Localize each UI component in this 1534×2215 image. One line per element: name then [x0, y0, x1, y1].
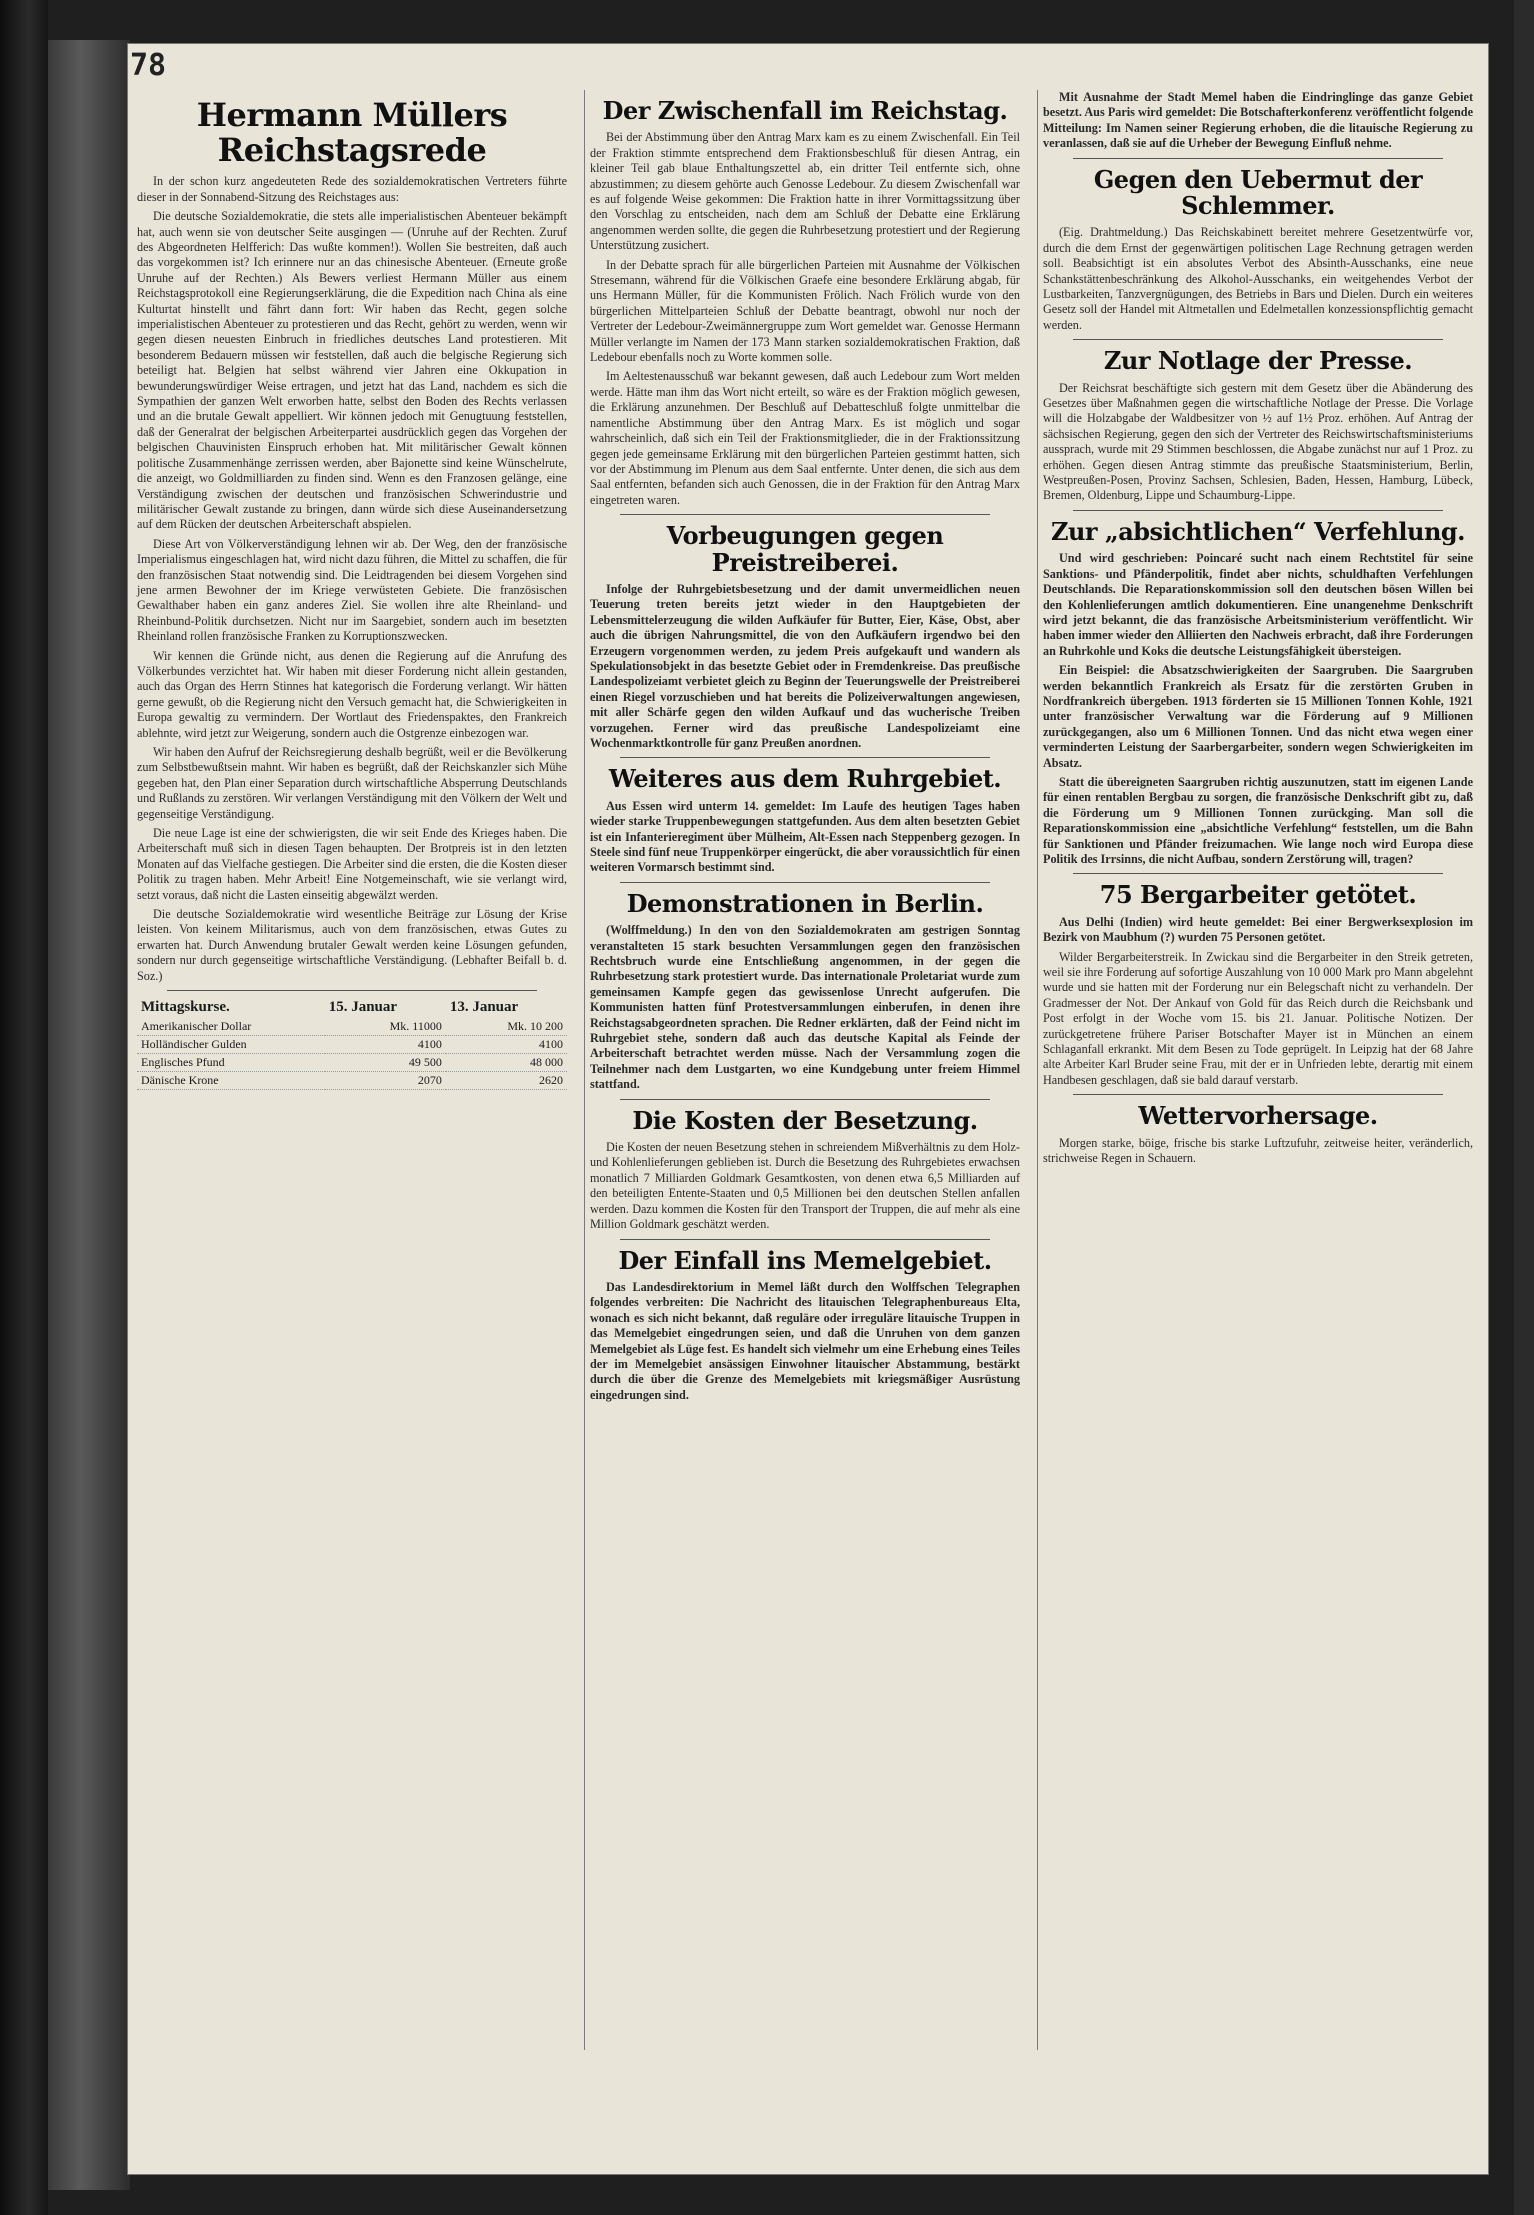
headline-verfehlung: Zur „absichtlichen“ Verfehlung.: [1050, 516, 1466, 546]
column-rule: [1037, 90, 1038, 2050]
column-3: [1043, 90, 1473, 1170]
divider: [1073, 1094, 1443, 1095]
rate-value: Mk. 10 200: [446, 1018, 567, 1036]
article-paragraph: Und wird geschrieben: Poincaré sucht nach einem Rechtstitel für seine Sanktions- und Pfänderpolitik, findet aber nichts, schuldhaften Verfehlungen Deutschlands. Die Reparationskommission soll den deutschen bösen Willen bei den Kohlenlieferungen amtlich dokumentieren. Eine unangenehme Denkschrift wird jetzt bekannt, die das französische Arbeitsministerium veröffentlicht. Wir haben immer wieder den Alliierten den Nachweis erbracht, daß ihre Forderungen an Ruhrkohle und Koks die deutsche Leistungsfähigkeit übersteigen.: [1043, 551, 1473, 658]
article-paragraph: Aus Delhi (Indien) wird heute gemeldet: Bei einer Bergwerksexplosion im Bezirk von Maubhum (?) wurden 75 Personen getötet.: [1043, 914, 1473, 945]
table-row: [137, 1018, 567, 1036]
divider: [620, 514, 990, 515]
article-paragraph: In der Debatte sprach für alle bürgerlichen Parteien mit Ausnahme der Völkischen Stresemann, während für die Völkischen Graefe eine besondere Erklärung abgab, für uns Hermann Müller, für die Kommunisten Frölich. Nach Frölich wurde von den bürgerlichen Mittelparteien Schluß der Debatte beantragt, obwohl nur noch der Vertreter der Ledebour-Zweimännergruppe zum Wort gemeldet war. Genosse Hermann Müller verlangte im Namen der 173 Mann starken sozialdemokratischen Fraktion, daß Ledebour ebenfalls noch zu Worte kommen solle.: [590, 257, 1020, 365]
headline-ruhrgebiet: Weiteres aus dem Ruhrgebiet.: [608, 764, 1002, 794]
column-header: 15. Januar: [328, 999, 398, 1016]
rate-value: 2070: [325, 1072, 446, 1090]
scan-edge: [1514, 0, 1534, 2215]
headline-demonstrationen: Demonstrationen in Berlin.: [626, 888, 984, 918]
headline-presse: Zur Notlage der Presse.: [1103, 346, 1413, 376]
table-row: [137, 1036, 567, 1054]
article-paragraph: Bei der Abstimmung über den Antrag Marx kam es zu einem Zwischenfall. Ein Teil der Fraktion stimmte entsprechend dem Fraktionsbeschluß für diesen Antrag, ein kleiner Teil gab blaue Enthaltungszettel ab, ein dritter Teil entfernte sich, ohne abzustimmen; zu diesem gehörte auch Genosse Ledebour. Zu diesem Zwischenfall war es auf folgende Weise gekommen: Die Fraktion hatte in ihrer Vormittagssitzung über den Vorschlag zu entscheiden, nach dem am Schluß der Debatte eine Erklärung angenommen werden sollte, die gegen die Ruhrbesetzung protestiert und der Regierung Unterstützung zusichert.: [590, 130, 1020, 253]
rate-value: 4100: [325, 1036, 446, 1054]
currency-name: Englisches Pfund: [137, 1054, 325, 1072]
column-rule: [584, 90, 585, 2050]
rate-value: 4100: [446, 1036, 567, 1054]
column-header: 13. Januar: [449, 999, 519, 1016]
currency-name: Holländischer Gulden: [137, 1036, 325, 1054]
article-paragraph: Mit Ausnahme der Stadt Memel haben die Eindringlinge das ganze Gebiet besetzt. Aus Paris wird gemeldet: Die Botschafterkonferenz veröffentlicht folgende Mitteilung: Im Namen seiner Regierung erhoben, die die litauische Regierung zu veranlassen, daß sie auf die Urheber der Bewegung Einfluß nehme.: [1043, 90, 1473, 151]
divider: [167, 990, 537, 991]
exchange-rates-table: [137, 997, 567, 1090]
article-paragraph: Das Landesdirektorium in Memel läßt durch den Wolffschen Telegraphen folgendes verbreiten: Die Nachricht des litauischen Telegraphenbureaus Elta, wonach es sich nicht bekannt, daß reguläre oder irreguläre litauische Truppen in das Memelgebiet eingedrungen seien, und daß die Unruhen von dem ganzen Memelgebiet als Lüge fest. Es handelt sich vielmehr um eine Erhebung eines Teiles der im Memelgebiet ansässigen Einwohner litauischer Abstammung, bestärkt durch die über die Grenze des Memelgebiets mit kriegsmäßiger Ausrüstung eingedrungen sind.: [590, 1279, 1020, 1402]
headline-vorbeugungen: Vorbeugungen gegen Preistreiberei.: [666, 521, 944, 577]
divider: [1073, 873, 1443, 874]
headline-wetter: Wettervorhersage.: [1138, 1101, 1378, 1131]
article-paragraph: Morgen starke, böige, frische bis starke Luftzufuhr, zeitweise heiter, veränderlich, strichweise Regen in Schauern.: [1043, 1135, 1473, 1166]
article-paragraph: Wir kennen die Gründe nicht, aus denen die Regierung auf die Anrufung des Völkerbundes verzichtet hat. Wir haben mit dieser Forderung nicht allein gestanden, auch das Organ des Herrn Stinnes hat kategorisch die Forderung verlangt. Wir hätten gerne gewußt, ob die Regierung nicht den Versuch gemacht hat, die Schwierigkeiten in Europa gewaltig zu vermindern. Der Wortlaut des Friedenspaktes, den Frankreich ablehnte, wird jetzt zur Weigerung, sondern auch die Ostgrenze einbezogen war.: [137, 648, 567, 740]
table-row: [137, 1072, 567, 1090]
article-paragraph: In der schon kurz angedeuteten Rede des sozialdemokratischen Vertreters führte dieser in der Sonnabend-Sitzung des Reichstages aus:: [137, 174, 567, 204]
rate-value: 48 000: [446, 1054, 567, 1072]
headline-memel: Der Einfall ins Memelgebiet.: [618, 1245, 992, 1275]
rate-value: 2620: [446, 1072, 567, 1090]
page-number: 78: [130, 48, 167, 83]
book-spine: [48, 40, 130, 2190]
headline-kosten: Die Kosten der Besetzung.: [632, 1105, 978, 1135]
article-paragraph: Die deutsche Sozialdemokratie, die stets alle imperialistischen Abenteuer bekämpft hat, auch wenn sie von deutscher Seite ausgingen — (Unruhe auf der Rechten. Zuruf des Abgeordneten Helfferich: Das wußte kommen!). Wollen Sie bestreiten, daß auch das vorgekommen ist? Ich erinnere nur an das chinesische Abenteuer. (Erneute große Unruhe auf der Rechten.) Als Bewers verliest Hermann Müller aus einem Reichstagsprotokoll eine Regierungserklärung, die die Expedition nach China als eine Kulturtat hinstellt und fährt dann fort: Wir haben das Recht, gegen solche imperialistischen Abenteuer zu protestieren und das Recht, gehört zu werden, wenn wir gegen diesen neuesten Einbruch in friedliches deutsches Land protestieren. Mit besonderem Bedauern müssen wir feststellen, daß auch die belgische Regierung sich beteiligt hat. Belgien hat selbst während vier Jahren eine Okkupation in bewunderungswürdiger Weise ertragen, und jetzt hat das Land, nachdem es sich die Sympathien der ganzen Welt erworben hatte, selbst den Boden des Rechts verlassen und an die brutale Gewalt appelliert. Wir können jedoch mit Genugtuung feststellen, daß der Generalrat der belgischen Arbeiterpartei ausdrücklich gegen das Vorgehen der belgischen Chauvinisten Einspruch erhoben hat. Mit militärischer Gewalt können politische Zusammenhänge zerrissen werden, aber Bajonette sind keine Wünschelrute, die anzeigt, wo Goldmilliarden zu finden sind. Wenn es den Franzosen gelänge, eine Verständigung zwischen der deutschen und französischen Schwerindustrie und militärischer Gewalt zustande zu bringen, dann würde sich diese Auseinandersetzung auf dem Rücken der deutschen Arbeiterschaft abspielen.: [137, 209, 567, 532]
article-paragraph: Aus Essen wird unterm 14. gemeldet: Im Laufe des heutigen Tages haben wieder starke Truppenbewegungen stattgefunden. Aus dem alten besetzten Gebiet ist ein Infanterieregiment über Mülheim, Alt-Essen nach Steppenberg gezogen. In Steele sind fünf neue Truppenkörper eingerückt, die aber voraussichtlich für einen weiteren Vormarsch bestimmt sind.: [590, 798, 1020, 875]
divider: [620, 882, 990, 883]
article-paragraph: Wir haben den Aufruf der Reichsregierung deshalb begrüßt, weil er die Bevölkerung zum Selbstbewußtsein mahnt. Wir haben es begrüßt, daß der Reichskanzler sich Mühe gegeben hat, den Plan einer Separation durch wirtschaftliche Absperrung Deutschlands und Rußlands zu zerstören. Wir verlangen Verständigung mit den Völkern der Welt und gegenseitige Verständigung.: [137, 745, 567, 821]
article-paragraph: Im Aeltestenausschuß war bekannt gewesen, daß auch Ledebour zum Wort melden werde. Hätte man ihm das Wort nicht erteilt, so wäre es der Fraktion möglich gewesen, die Erklärung anzunehmen. Der Beschluß auf Debatteschluß folgte unmittelbar die namentliche Abstimmung über den Antrag Marx. Es ist möglich und sogar wahrscheinlich, daß sich ein Teil der Fraktionsmitglieder, die in der Fraktionssitzung gegen jede gemeinsame Erklärung mit den bürgerlichen Parteien gestimmt hatten, sich vor der Abstimmung im Plenum aus dem Saal entfernte. Unter denen, die sich aus dem Saal entfernten, befanden sich auch Genossen, die in der Fraktion für den Antrag Marx eingetreten waren.: [590, 369, 1020, 507]
article-paragraph: Der Reichsrat beschäftigte sich gestern mit dem Gesetz über die Abänderung des Gesetzes über Maßnahmen gegen die wirtschaftliche Notlage der Presse. Die Vorlage will die Holzabgabe der Waldbesitzer von ½ auf 1½ Proz. erhöhen. Auf Antrag der sächsischen Regierung, gegen den sich der Vertreter des Reichswirtschaftsministeriums aussprach, wurde mit 29 Stimmen beschlossen, die Abgabe zunächst nur auf 1 Proz. zu erhöhen. Gegen diesen Antrag stimmte das preußische Staatsministerium, Berlin, Westpreußen-Posen, Provinz Sachsen, Schlesien, Baden, Hessen, Hamburg, Lübeck, Bremen, Oldenburg, Lippe und Schaumburg-Lippe.: [1043, 380, 1473, 503]
divider: [1073, 510, 1443, 511]
headline-mueller: Hermann Müllers Reichstagsrede: [196, 96, 508, 170]
rate-value: 49 500: [325, 1054, 446, 1072]
article-paragraph: Infolge der Ruhrgebietsbesetzung und der damit unvermeidlichen neuen Teuerung treten bereits jetzt wieder in den Hauptgebieten der Lebensmittelerzeugung die wilden Aufkäufer für Butter, Eier, Käse, Obst, aber auch die übrigen Nahrungsmittel, die von den Aufkäufern irgendwo bei den Erzeugern vorgenommen werden, zu jedem Preis aufgekauft und wandern als Spekulationsobjekt in das besetzte Gebiet oder in Fremdenkreise. Das preußische Landespolizeiamt verbietet gleich zu Beginn der Teuerungswelle der Preistreiberei einen Riegel vorzuschieben und hat bereits die Polizeiverwaltungen angewiesen, mit aller Schärfe gegen den wilden Aufkauf und das wucherische Treiben vorzugehen. Ferner wird das preußische Landespolizeiamt eine Wochenmarktkontrolle für ganz Preußen anordnen.: [590, 581, 1020, 750]
divider: [1073, 158, 1443, 159]
headline-bergarbeiter: 75 Bergarbeiter getötet.: [1099, 880, 1417, 910]
currency-name: Amerikanischer Dollar: [137, 1018, 325, 1036]
article-paragraph: (Eig. Drahtmeldung.) Das Reichskabinett bereitet mehrere Gesetzentwürfe vor, durch die dem Ernst der gegenwärtigen politischen Lage Rechnung getragen werden soll. Beabsichtigt ist ein absolutes Verbot des Absinth-Ausschanks, eine neue Schankstättenbeschränkung des Alkohol-Ausschanks, ein weitgehendes Verbot der Lustbarkeiten, Tanzvergnügungen, des Betriebs in Bars und Dielen. Durch ein weiteres Gesetz soll der Handel mit Altmetallen und Edelmetallen konzessionspflichtig gemacht werden.: [1043, 225, 1473, 332]
table-row: [137, 1054, 567, 1072]
table-header-row: [137, 997, 567, 1018]
rate-value: Mk. 11000: [325, 1018, 446, 1036]
headline-zwischenfall: Der Zwischenfall im Reichstag.: [602, 96, 1008, 125]
article-paragraph: (Wolffmeldung.) In den von den Sozialdemokraten am gestrigen Sonntag veranstalteten 15 stark besuchten Versammlungen gegen den französischen Rechtsbruch wurde eine Entschließung angenommen, in der gegen die Ruhrbesetzung stark protestiert wurde. Das internationale Proletariat wurde zum gemeinsamen Kampfe gegen das gewissenlose Unrecht aufgerufen. Die Kommunisten hatten fünf Protestversammlungen einberufen, in denen ihre Reichstagsabgeordneten sprachen. Die Redner erklärten, daß der Feind nicht im Ruhrgebiet stehe, sondern daß auch das deutsche Kapital als Feinde der Arbeiterschaft betrachtet werden müsse. Nach der Versammlung zogen die Teilnehmer nach dem Lustgarten, wo eine Kundgebung unter freiem Himmel stattfand.: [590, 923, 1020, 1092]
book-binding: [0, 0, 48, 2215]
divider: [620, 1239, 990, 1240]
article-paragraph: Die deutsche Sozialdemokratie wird wesentliche Beiträge zur Lösung der Krise leisten. Von keinem Militarismus, auch von dem französischen, etwas Gutes zu erwarten hat. Durch Anwendung brutaler Gewalt werden keine Lösungen gefunden, sondern nur durch gegenseitige wirtschaftliche Verständigung. (Lebhafter Beifall b. d. Soz.): [137, 907, 567, 983]
divider: [620, 757, 990, 758]
divider: [620, 1099, 990, 1100]
headline-schlemmer: Gegen den Uebermut der Schlemmer.: [1093, 164, 1423, 221]
article-paragraph: Diese Art von Völkerverständigung lehnen wir ab. Der Weg, den der französische Imperialismus eingeschlagen hat, wird nicht dazu führen, die Mittel zu schaffen, die für den französischen Staat notwendig sind. Die Leidtragenden bei diesem Vorgehen sind jene armen Bewohner der im Kriege verwüsteten Gebiete. Die französischen Gewalthaber haben ein ganz anderes Ziel. Sie wollen ihre alte Rheinland- und Rheinbund-Politik durchsetzen. Nicht nur im Saargebiet, sondern auch im besetzten Rheinland rollen französische Franken zu Korruptionszwecken.: [137, 536, 567, 644]
article-paragraph: Wilder Bergarbeiterstreik. In Zwickau sind die Bergarbeiter in den Streik getreten, weil sie ihre Forderung auf sofortige Auszahlung von 10 000 Mark pro Mann abgelehnt wurde und sie hatten mit der Forderung nur ein Belegschaft nicht zu verhandeln. Der Gradmesser der Not. Der Ankauf von Gold für das Reich durch die Reichsbank und Post erfolgt in der Woche vom 15. bis 21. Januar. Politische Notizen. Der zurückgetretene frühere Pariser Botschafter Mayer ist in München an einem Schlaganfall erkrankt. Mit dem Besen zu Tode geprügelt. In Leipzig hat der 68 Jahre alte Arbeiter Karl Bruder seine Frau, mit der er in Unfrieden lebte, derartig mit einem Handbesen geschlagen, daß sie bald darauf verstarb.: [1043, 949, 1473, 1087]
currency-name: Dänische Krone: [137, 1072, 325, 1090]
divider: [1073, 339, 1443, 340]
column-1: [137, 90, 567, 1090]
article-paragraph: Die Kosten der neuen Besetzung stehen in schreiendem Mißverhältnis zu dem Holz- und Kohlenlieferungen geblieben ist. Durch die Besetzung des Ruhrgebietes erwachsen monatlich 7 Milliarden Goldmark Gesamtkosten, von denen etwa 6,5 Milliarden auf den beteiligten Entente-Staaten und 0,5 Millionen bei den deutschen Stellen anfallen werden. Dazu kommen die Kosten für den Transport der Truppen, die auf mehr als eine Million Goldmark geschätzt werden.: [590, 1140, 1020, 1232]
article-paragraph: Statt die übereigneten Saargruben richtig auszunutzen, statt im eigenen Lande für einen rentablen Bergbau zu sorgen, die französische Denkschrift gibt zu, daß die Förderung um 9 Millionen Tonnen zurückging. Man soll die Reparationskommission eine „absichtliche Verfehlung“ feststellen, um die Bahn für Sanktionen und Pfänder freizumachen. Wie lange noch wird Europa diese Politik des Irrsinns, die nicht Aufbau, sondern Zerstörung will, tragen?: [1043, 774, 1473, 866]
article-paragraph: Die neue Lage ist eine der schwierigsten, die wir seit Ende des Krieges haben. Die Arbeiterschaft muß sich in diesen Tagen behaupten. Der Brotpreis ist in den letzten Monaten auf das Vielfache gestiegen. Die Arbeiter sind die ersten, die die Kosten dieser Politik zu tragen haben. Mehr Arbeit! Eine Notgemeinschaft, wie sie verlangt wird, setzt voraus, daß nicht die Lasten einseitig abgewälzt werden.: [137, 826, 567, 902]
article-paragraph: Ein Beispiel: die Absatzschwierigkeiten der Saargruben. Die Saargruben werden bekanntlich Frankreich als Ersatz für die zerstörten Gruben in Nordfrankreich übergeben. 1913 förderten sie 15 Millionen Tonnen Kohle, 1921 unter französischer Verwaltung war die Förderung auf 9 Millionen zurückgegangen, also um 6 Millionen Tonnen. Und das nicht etwa wegen einer verminderten Leistung der Saarbergarbeiter, sondern wegen Schwierigkeiten im Absatz.: [1043, 663, 1473, 770]
table-title: Mittagskurse.: [141, 999, 230, 1016]
column-2: [590, 90, 1020, 1407]
